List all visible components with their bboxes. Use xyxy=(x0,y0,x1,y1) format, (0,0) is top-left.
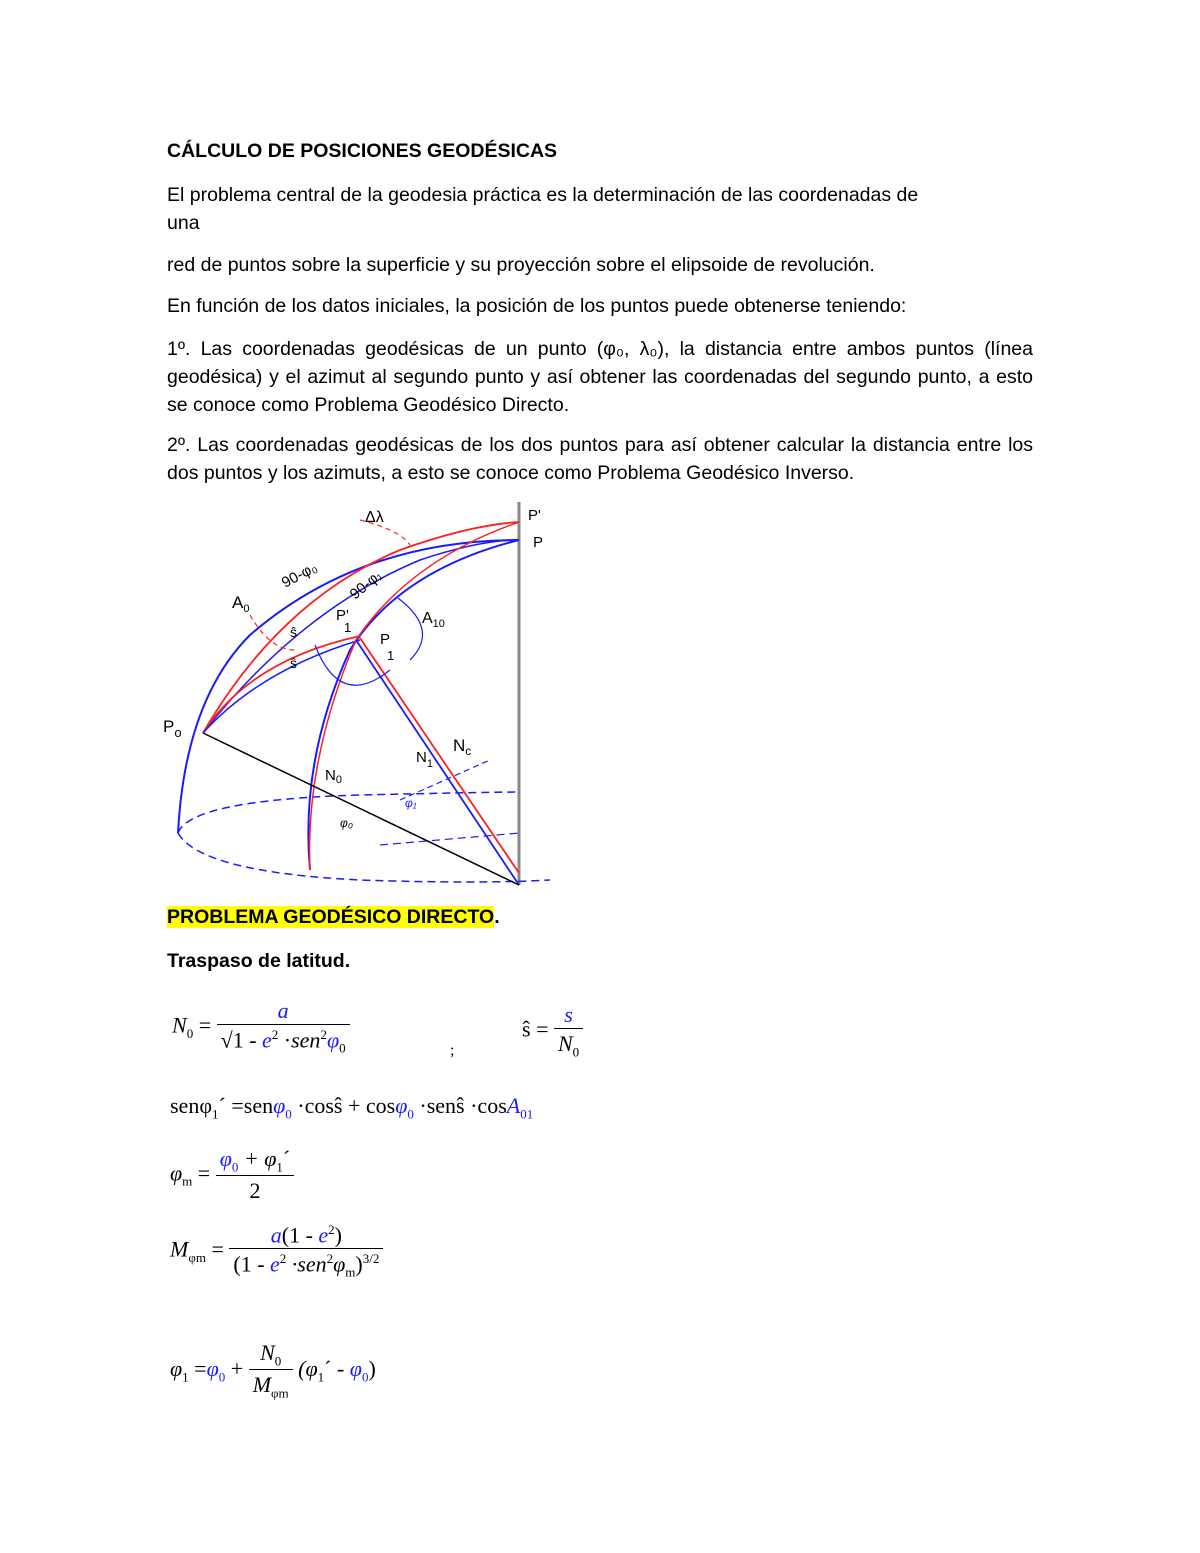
label-a0: $A_0$ xyxy=(232,593,250,615)
geodesic-blue xyxy=(203,640,360,733)
section-heading xyxy=(167,906,500,929)
normal-projection xyxy=(400,760,490,800)
formula-n0: $N_0$ = $\frac{a}{√1 - e^2 \cdot sen^2\varphi_0}$ xyxy=(172,998,350,1057)
label-90-phi0: 90-φ₀ xyxy=(278,558,321,592)
label-phi0: φ₀ xyxy=(340,816,353,830)
label-n1: $N_1$ xyxy=(416,749,433,770)
label-s-hat-red: ŝ xyxy=(290,624,297,640)
label-p1: P 1 xyxy=(380,631,395,663)
label-phi1: φ₁ xyxy=(405,796,417,810)
arc-p0-pprime-red xyxy=(203,522,519,733)
page-title: CÁLCULO DE POSICIONES GEODÉSICAS xyxy=(167,140,558,162)
label-n0: $N_0$ xyxy=(325,767,342,786)
outer-meridian-blue xyxy=(178,540,519,833)
formula-phi-m: $\varphi_m$ = $\frac{\varphi_0 + \varphi_1´}{2}$ xyxy=(170,1146,294,1204)
angle-arc-a0 xyxy=(250,615,295,650)
normal-red xyxy=(360,638,519,873)
list-item-2: 2º. Las coordenadas geodésicas de los dos puntos para así obtener calcular la distancia entre los dos puntos y los azimuts, a esto se conoce como Problema Geodésico Inverso. xyxy=(167,434,1033,484)
paragraph-intro-line1: El problema central de la geodesia práctica es la determinación de las coordenadas de xyxy=(167,184,919,206)
formula-m-phi-m: $M_{\varphi m}$ = $\frac{a(1 - e^2)}{(1 - e^2 \cdot sen^2\varphi_m)^{3/2}}$ xyxy=(170,1222,383,1281)
label-nc: $N_c$ xyxy=(453,736,472,758)
formula-phi1: $\varphi_1 =\varphi_0$ + $\frac{N_0}{M_{\varphi m}}$ $(\varphi_1´ - \varphi_0)$ xyxy=(170,1340,376,1401)
paragraph-red: red de puntos sobre la superficie y su proyección sobre el elipsoide de revolución. xyxy=(167,254,875,276)
angle-arc-a10 xyxy=(398,598,423,660)
formula-separator: ; xyxy=(450,1042,455,1059)
geodesic-figure xyxy=(160,500,560,895)
label-pprime: P' xyxy=(528,507,541,524)
subsection-heading: Traspaso de latitud. xyxy=(167,950,351,972)
section-heading-text: PROBLEMA GEODÉSICO DIRECTO xyxy=(167,906,495,928)
paragraph-intro-line2: una xyxy=(167,212,200,234)
paragraph-funcion: En función de los datos iniciales, la posición de los puntos puede obtenerse teniendo: xyxy=(167,295,907,317)
label-p: P xyxy=(533,534,544,551)
list-item-1: 1º. Las coordenadas geodésicas de un punto (φ₀, λ₀), la distancia entre ambos puntos (línea geodésica) y el azimut al segundo punto y así obtener las coordenadas del segundo punto, a esto se conoce como Problema Geodésico Directo. xyxy=(167,338,1033,416)
label-90-phi1: 90-φ₁ xyxy=(346,566,386,604)
formula-sen-phi1: senφ$_1$´ =senφ$_0$ ·cosŝ + cosφ$_0$ ·senŝ ·cosA$_{01}$ xyxy=(170,1093,534,1122)
label-s-hat-blue: ŝ xyxy=(290,655,297,671)
label-p0: $P_o$ xyxy=(163,717,182,740)
section-heading-dot: . xyxy=(494,906,500,928)
equator-front xyxy=(178,833,550,882)
label-p1prime: P' 1 xyxy=(336,607,352,635)
formula-s-hat: ŝ = $\frac{s}{N_0}$ xyxy=(522,1002,583,1060)
formula-n0-fraction: $\frac{a}{√1 - e^2 \cdot sen^2\varphi_0}$ xyxy=(217,998,350,1057)
label-dlambda: Δλ xyxy=(365,509,384,526)
normal-p0 xyxy=(203,733,519,885)
label-a10: $A_{10}$ xyxy=(422,610,445,630)
paragraph-intro xyxy=(167,181,1033,237)
